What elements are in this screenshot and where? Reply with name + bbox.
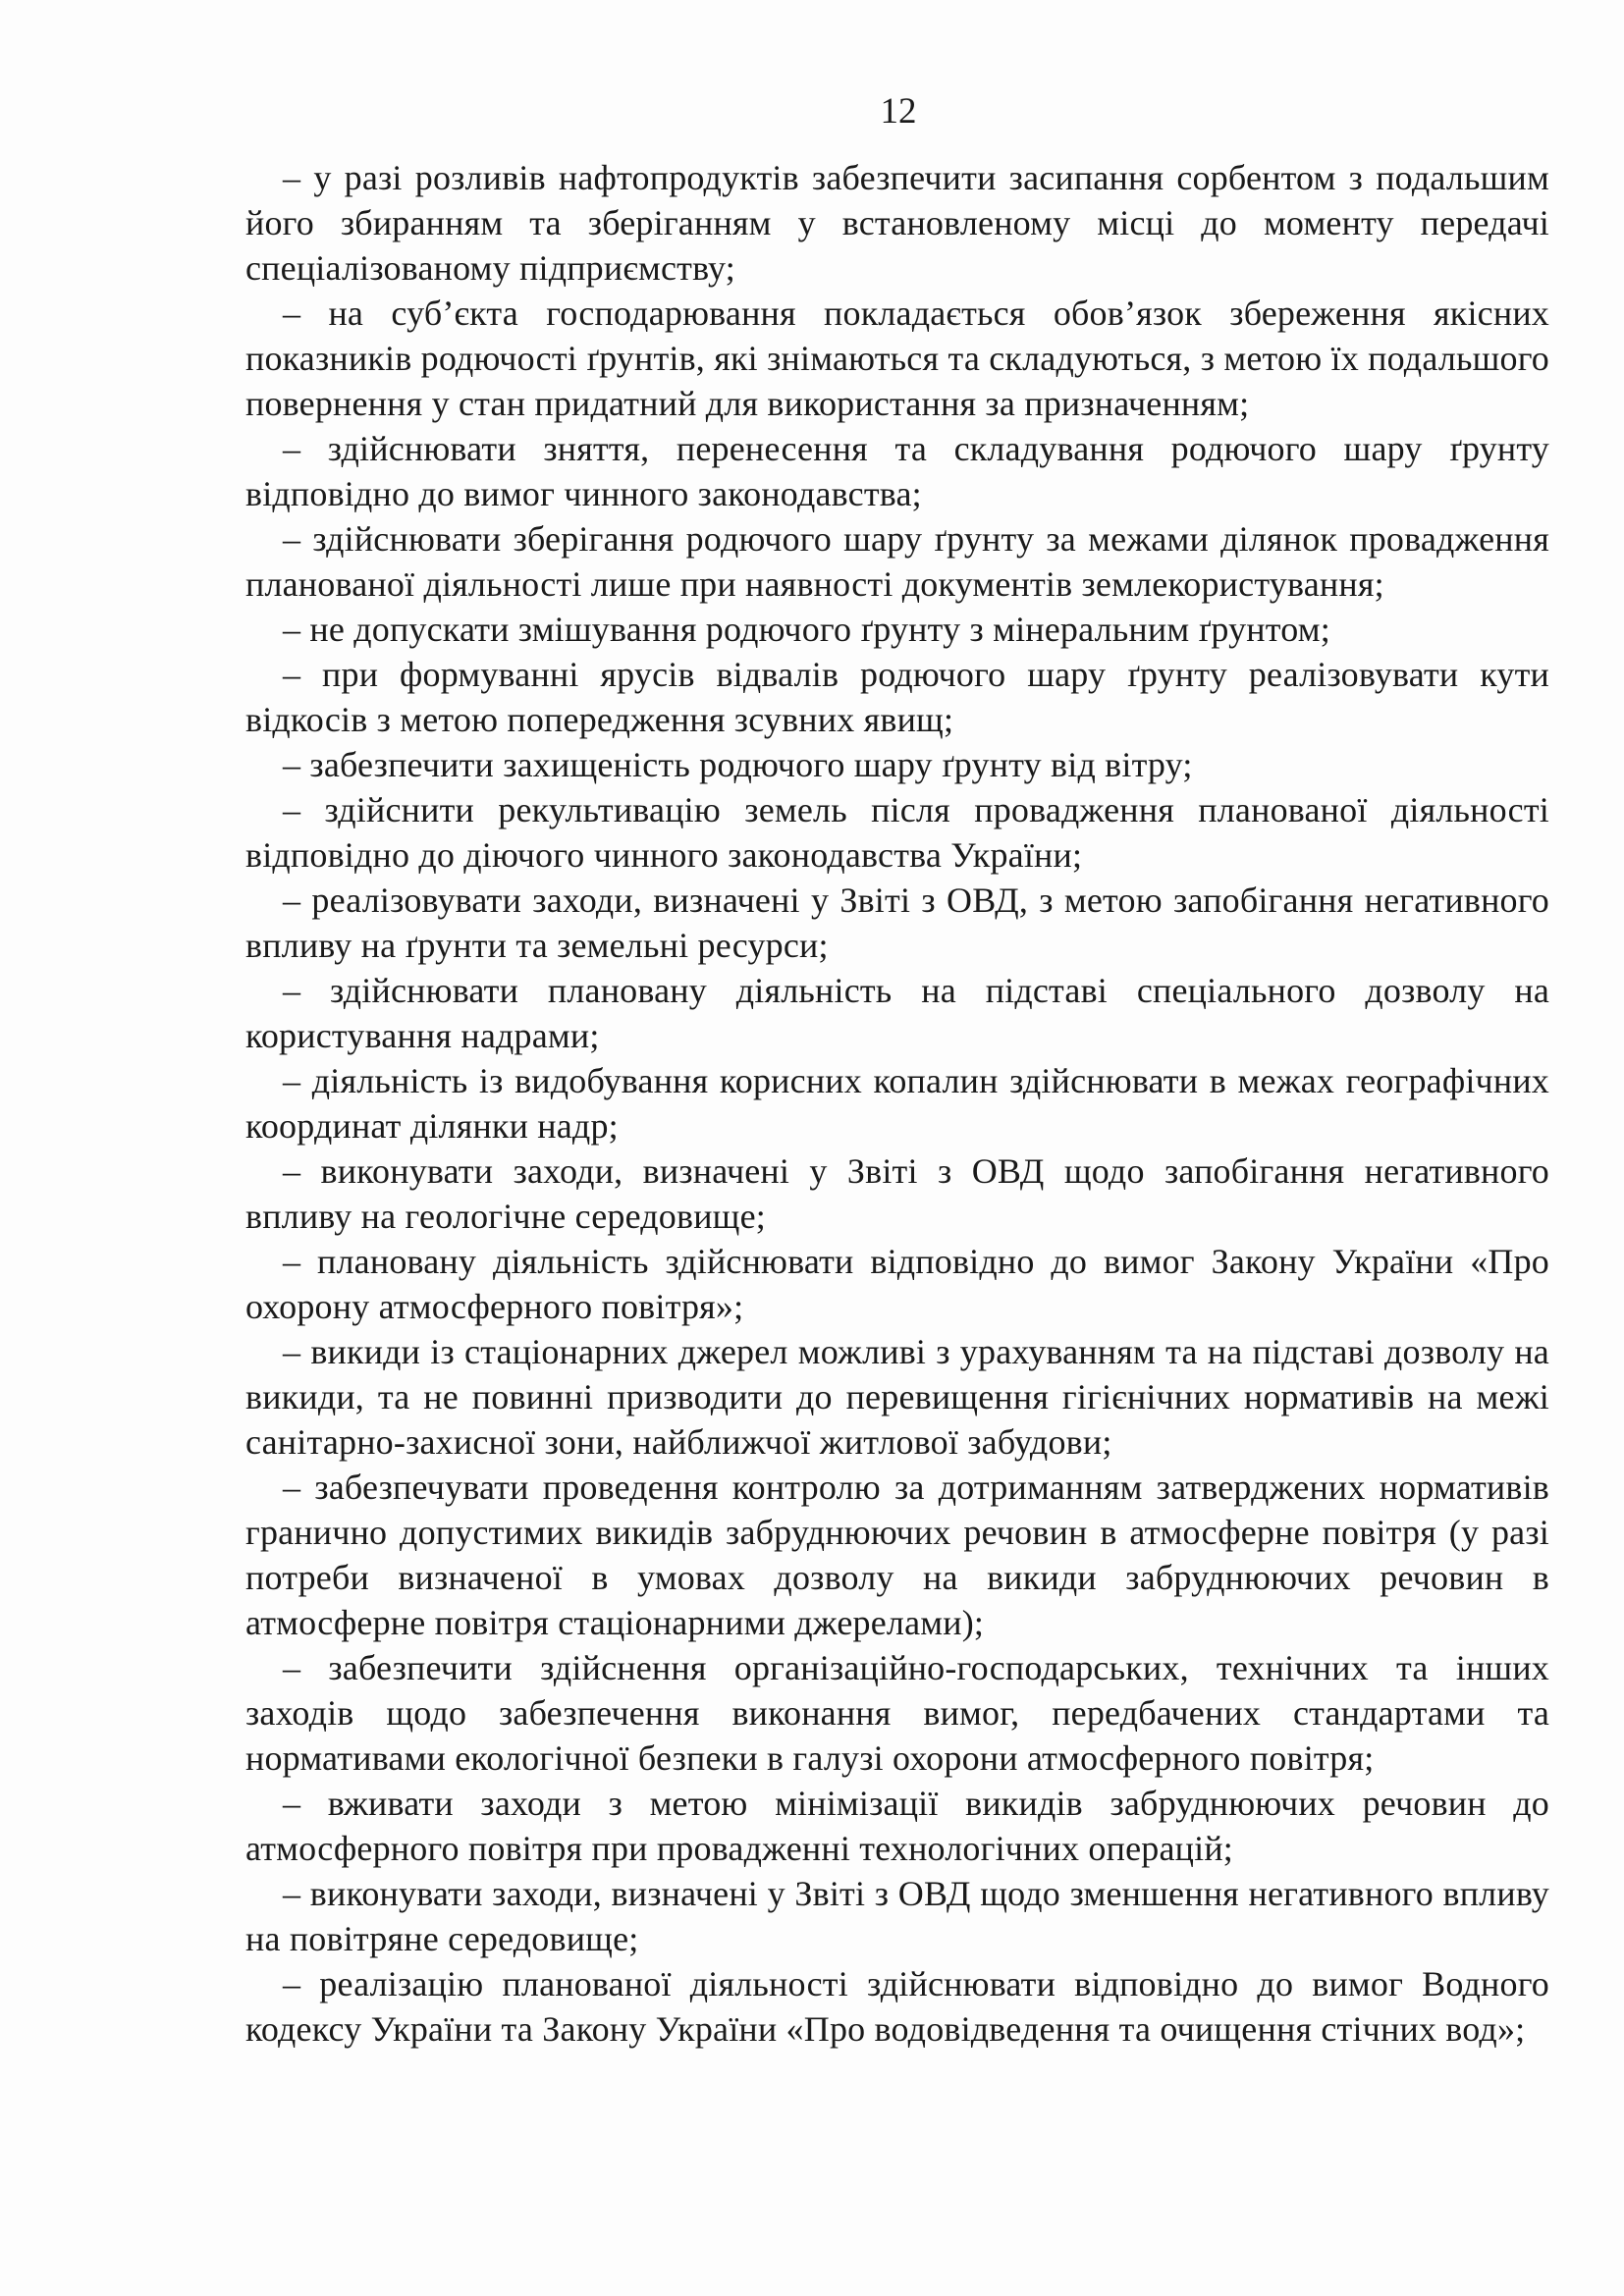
list-item: – забезпечувати проведення контролю за дотриманням затверджених нормативів гранично допустимих викидів забруднюючих речовин в атмосферне повітря (у разі потреби визначеної в умовах дозволу на викиди забруднюючих речовин в атмосферне повітря стаціонарними джерелами); bbox=[245, 1468, 1549, 1642]
list-item: – здійснювати плановану діяльність на підставі спеціального дозволу на користування надрами; bbox=[245, 971, 1549, 1055]
list-item: – реалізовувати заходи, визначені у Звіті з ОВД, з метою запобігання негативного впливу на ґрунти та земельні ресурси; bbox=[245, 881, 1549, 965]
list-item: – у разі розливів нафтопродуктів забезпечити засипання сорбентом з подальшим його збиранням та зберіганням у встановленому місці до моменту передачі спеціалізованому підприємству; bbox=[245, 158, 1549, 288]
list-item: – не допускати змішування родючого ґрунту з мінеральним ґрунтом; bbox=[283, 610, 1330, 649]
list-item: – на суб’єкта господарювання покладається обов’язок збереження якісних показників родючості ґрунтів, які знімаються та складуються, з метою їх подальшого повернення у стан придатний для використання за призначенням; bbox=[245, 294, 1549, 423]
list-item: – виконувати заходи, визначені у Звіті з ОВД щодо зменшення негативного впливу на повітряне середовище; bbox=[245, 1874, 1549, 1958]
list-item: – виконувати заходи, визначені у Звіті з ОВД щодо запобігання негативного впливу на геологічне середовище; bbox=[245, 1151, 1549, 1236]
list-item: – плановану діяльність здійснювати відповідно до вимог Закону України «Про охорону атмосферного повітря»; bbox=[245, 1242, 1549, 1326]
list-item: – здійснювати зберігання родючого шару ґрунту за межами ділянок провадження планованої діяльності лише при наявності документів землекористування; bbox=[245, 519, 1549, 604]
list-item: – забезпечити захищеність родючого шару ґрунту від вітру; bbox=[283, 745, 1193, 784]
list-item: – здійснювати зняття, перенесення та складування родючого шару ґрунту відповідно до вимог чинного законодавства; bbox=[245, 429, 1549, 513]
list-item: – вживати заходи з метою мінімізації викидів забруднюючих речовин до атмосферного повітря при провадженні технологічних операцій; bbox=[245, 1784, 1549, 1868]
list-item: – реалізацію планованої діяльності здійснювати відповідно до вимог Водного кодексу України та Закону України «Про водовідведення та очищення стічних вод»; bbox=[245, 1964, 1549, 2049]
body-text bbox=[245, 155, 1549, 2052]
page-number: 12 bbox=[880, 91, 917, 132]
list-item: – при формуванні ярусів відвалів родючого шару ґрунту реалізовувати кути відкосів з метою попередження зсувних явищ; bbox=[245, 655, 1549, 739]
list-item: – здійснити рекультивацію земель після провадження планованої діяльності відповідно до діючого чинного законодавства України; bbox=[245, 790, 1549, 875]
list-item: – забезпечити здійснення організаційно-господарських, технічних та інших заходів щодо забезпечення виконання вимог, передбачених стандартами та нормативами екологічної безпеки в галузі охорони атмосферного повітря; bbox=[245, 1648, 1549, 1778]
list-item: – діяльність із видобування корисних копалин здійснювати в межах географічних координат ділянки надр; bbox=[245, 1061, 1549, 1146]
list-item: – викиди із стаціонарних джерел можливі з урахуванням та на підставі дозволу на викиди, та не повинні призводити до перевищення гігієнічних нормативів на межі санітарно-захисної зони, найближчої житлової забудови; bbox=[245, 1332, 1549, 1462]
